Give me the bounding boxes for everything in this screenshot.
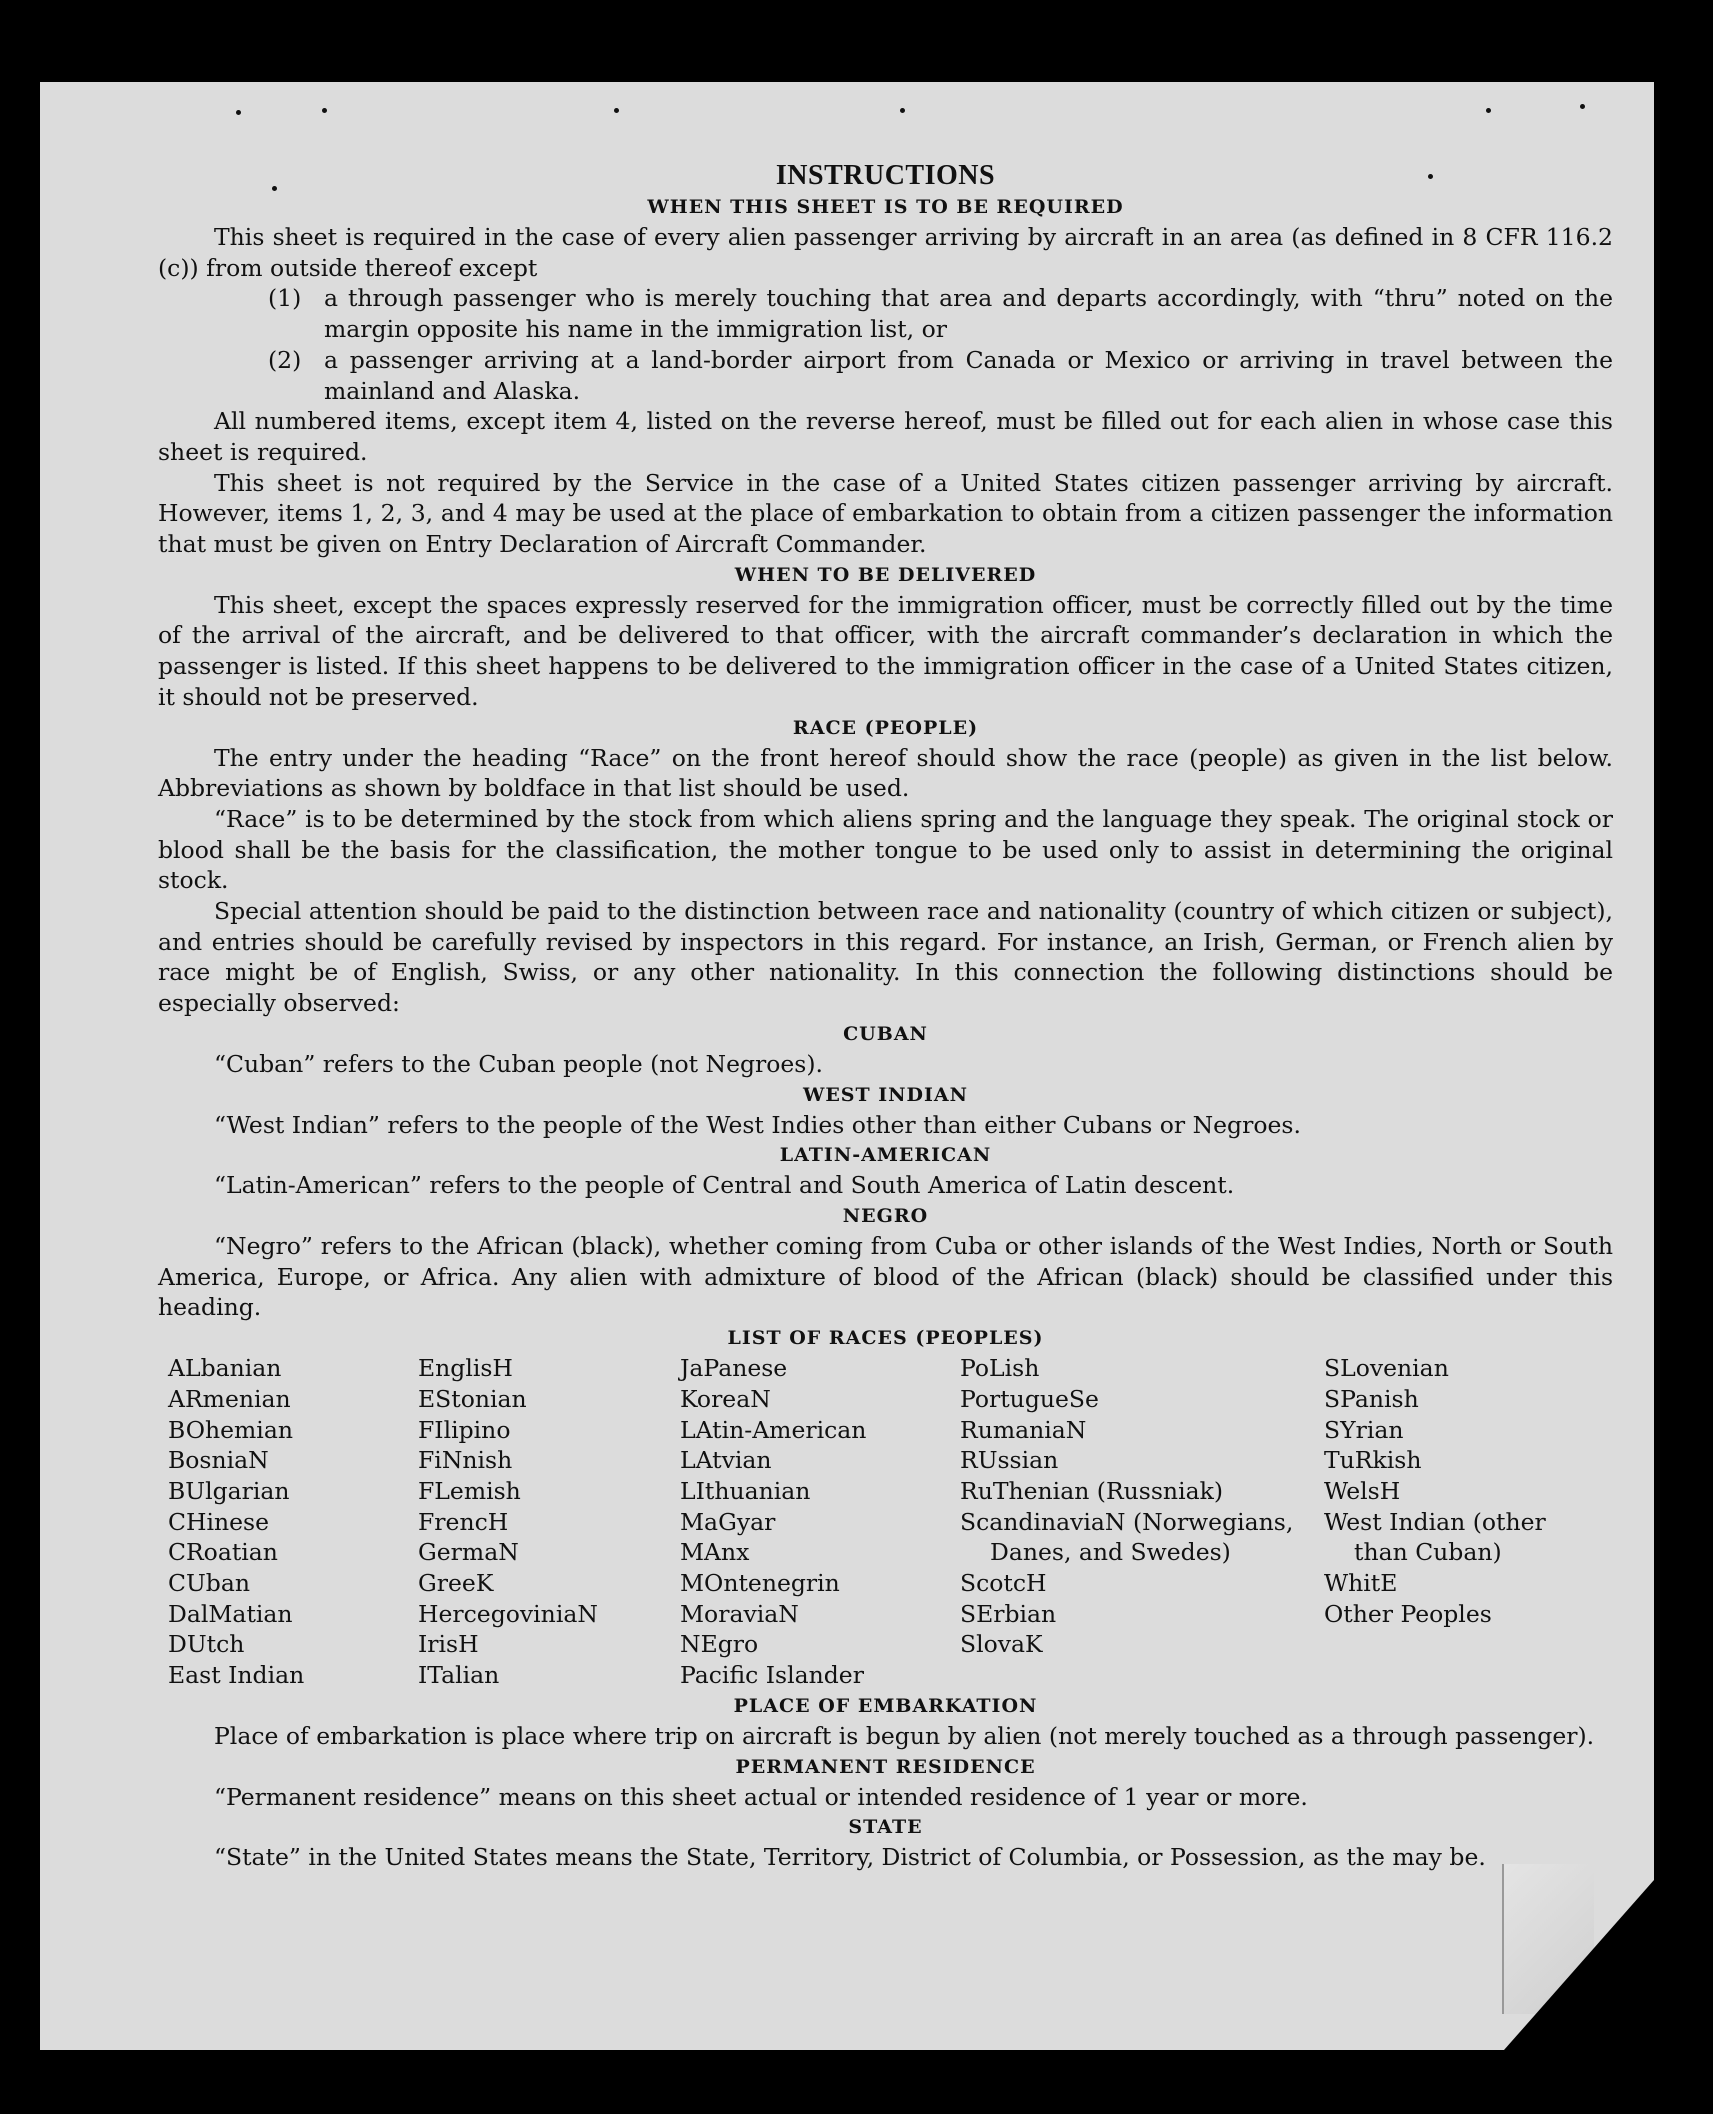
required-intro: This sheet is required in the case of every alien passenger arriving by aircraft in an area (as defined in 8 CFR 116.2 (c)) from outside thereof except xyxy=(158,223,1613,282)
document-sheet xyxy=(40,82,1654,2050)
race-entry: HercegoviniaN xyxy=(418,1599,598,1628)
section-heading-residence: PERMANENT RESIDENCE xyxy=(735,1755,1036,1778)
race-entry: ARmenian xyxy=(168,1384,291,1413)
punch-dot xyxy=(1580,104,1585,109)
race-entry: GermaN xyxy=(418,1538,519,1567)
race-entry: FrencH xyxy=(418,1507,509,1536)
punch-dot xyxy=(236,110,241,115)
race-entry: MaGyar xyxy=(680,1507,776,1536)
race-entry: ALbanian xyxy=(168,1354,282,1383)
race-entry: West Indian (other than Cuban) xyxy=(1324,1507,1546,1567)
section-heading-race: RACE (PEOPLE) xyxy=(792,716,979,739)
race-entry: MAnx xyxy=(680,1538,750,1567)
section-heading-cuban: CUBAN xyxy=(843,1022,928,1045)
race-entry: EStonian xyxy=(418,1384,527,1413)
west-indian-text: “West Indian” refers to the people of the West Indies other than either Cubans or Negroes. xyxy=(214,1110,1301,1139)
punch-dot xyxy=(1486,108,1491,113)
race-entry: SPanish xyxy=(1324,1384,1419,1413)
punch-dot xyxy=(900,108,905,113)
required-paragraph-2: All numbered items, except item 4, listed on the reverse hereof, must be filled out for each alien in whose case this sheet is required. xyxy=(158,407,1613,466)
state-text: “State” in the United States means the State, Territory, District of Columbia, or Possession, as the may be. xyxy=(214,1843,1486,1872)
race-entry: BosniaN xyxy=(168,1446,269,1475)
race-entry: PortugueSe xyxy=(960,1384,1099,1413)
item-text: a passenger arriving at a land-border airport from Canada or Mexico or arriving in travel between the mainland and Alaska. xyxy=(324,345,1613,405)
embarkation-text: Place of embarkation is place where trip on aircraft is begun by alien (not merely touched as a through passenger). xyxy=(214,1721,1595,1750)
race-entry: Pacific Islander xyxy=(680,1661,864,1690)
punch-dot xyxy=(322,108,327,113)
cuban-text: “Cuban” refers to the Cuban people (not Negroes). xyxy=(214,1049,824,1078)
section-heading-races-list: LIST OF RACES (PEOPLES) xyxy=(727,1327,1044,1350)
race-entry: BOhemian xyxy=(168,1415,293,1444)
item-text: a through passenger who is merely touching that area and departs accordingly, with “thru” noted on the margin opposite his name in the immigration list, or xyxy=(324,284,1613,344)
race-paragraph-3: Special attention should be paid to the distinction between race and nationality (country of which citizen or subject), and entries should be carefully revised by inspectors in this regard. For instance, an Irish, German, or French alien by race might be of English, Swiss, or any other nationality. In this connection the following distinctions should be especially observed: xyxy=(158,897,1613,1018)
race-entry: MOntenegrin xyxy=(680,1569,840,1598)
section-heading-state: STATE xyxy=(848,1816,923,1839)
races-column-2 xyxy=(418,1353,680,1691)
section-heading-delivered: WHEN TO BE DELIVERED xyxy=(734,563,1037,586)
race-entry: Other Peoples xyxy=(1324,1599,1492,1628)
race-entry: SYrian xyxy=(1324,1415,1404,1444)
exception-item-1 xyxy=(268,283,1613,344)
race-entry: SLovenian xyxy=(1324,1354,1449,1383)
race-entry: RuThenian (Russniak) xyxy=(960,1476,1223,1505)
section-heading-embarkation: PLACE OF EMBARKATION xyxy=(733,1694,1038,1717)
page-title: INSTRUCTIONS xyxy=(775,160,996,191)
item-number: (2) xyxy=(268,345,302,374)
race-entry: EnglisH xyxy=(418,1354,513,1383)
latin-american-text: “Latin-American” refers to the people of Central and South America of Latin descent. xyxy=(214,1171,1235,1200)
race-entry: FLemish xyxy=(418,1476,521,1505)
section-heading-latin-american: LATIN-AMERICAN xyxy=(779,1144,992,1167)
instructions-body xyxy=(158,160,1613,1873)
race-entry: ITalian xyxy=(418,1661,500,1690)
race-entry: PoLish xyxy=(960,1354,1040,1383)
race-entry: BUlgarian xyxy=(168,1476,290,1505)
residence-text: “Permanent residence” means on this sheet actual or intended residence of 1 year or more. xyxy=(214,1782,1308,1811)
race-entry: WelsH xyxy=(1324,1476,1401,1505)
race-paragraph-2: “Race” is to be determined by the stock from which aliens spring and the language they speak. The original stock or blood shall be the basis for the classification, the mother tongue to be used only to assist in determining the original stock. xyxy=(158,804,1613,895)
races-column-4 xyxy=(960,1353,1324,1691)
race-entry: IrisH xyxy=(418,1630,479,1659)
exception-item-2 xyxy=(268,345,1613,406)
race-entry: TuRkish xyxy=(1324,1446,1422,1475)
punch-dot xyxy=(614,108,619,113)
race-entry: SErbian xyxy=(960,1599,1057,1628)
section-heading-required: WHEN THIS SHEET IS TO BE REQUIRED xyxy=(647,196,1124,218)
race-entry: DUtch xyxy=(168,1630,245,1659)
race-entry: RumaniaN xyxy=(960,1415,1087,1444)
race-entry: KoreaN xyxy=(680,1384,771,1413)
race-entry: SlovaK xyxy=(960,1630,1043,1659)
race-entry: DalMatian xyxy=(168,1599,293,1628)
race-entry: FiNnish xyxy=(418,1446,513,1475)
race-entry: CHinese xyxy=(168,1507,269,1536)
race-entry: RUssian xyxy=(960,1446,1059,1475)
races-column-5 xyxy=(1324,1353,1584,1691)
corner-cutout xyxy=(1504,1880,1654,2050)
race-entry: GreeK xyxy=(418,1569,494,1598)
race-entry: CUban xyxy=(168,1569,250,1598)
race-entry: CRoatian xyxy=(168,1538,278,1567)
race-entry: MoraviaN xyxy=(680,1599,799,1628)
race-entry: JaPanese xyxy=(680,1354,788,1383)
races-column-1 xyxy=(168,1353,418,1691)
race-entry: ScandinaviaN (Norwegians, Danes, and Swedes) xyxy=(960,1507,1294,1567)
section-heading-west-indian: WEST INDIAN xyxy=(802,1083,969,1106)
races-column-3 xyxy=(680,1353,960,1691)
race-entry: LAtvian xyxy=(680,1446,772,1475)
race-entry: LIthuanian xyxy=(680,1476,811,1505)
delivered-text: This sheet, except the spaces expressly reserved for the immigration officer, must be correctly filled out by the time of the arrival of the aircraft, and be delivered to that officer, with the aircraft commander’s declaration in which the passenger is listed. If this sheet happens to be delivered to the immigration officer in the case of a United States citizen, it should not be preserved. xyxy=(158,590,1613,711)
race-entry: WhitE xyxy=(1324,1569,1398,1598)
section-heading-negro: NEGRO xyxy=(842,1204,929,1227)
race-entry: ScotcH xyxy=(960,1569,1047,1598)
races-list xyxy=(168,1353,1613,1691)
race-entry: LAtin-American xyxy=(680,1415,867,1444)
negro-text: “Negro” refers to the African (black), whether coming from Cuba or other islands of the West Indies, North or South America, Europe, or Africa. Any alien with admixture of blood of the African (black) should be classified under this heading. xyxy=(158,1231,1613,1322)
race-entry: FIlipino xyxy=(418,1415,511,1444)
race-paragraph-1: The entry under the heading “Race” on the front hereof should show the race (people) as given in the list below. Abbreviations as shown by boldface in that list should be used. xyxy=(158,743,1613,803)
race-entry: NEgro xyxy=(680,1630,759,1659)
item-number: (1) xyxy=(268,284,302,313)
race-entry: East Indian xyxy=(168,1661,305,1690)
required-paragraph-3: This sheet is not required by the Service in the case of a United States citizen passenger arriving by aircraft. However, items 1, 2, 3, and 4 may be used at the place of embarkation to obtain from a citizen passenger the information that must be given on Entry Declaration of Aircraft Commander. xyxy=(158,468,1613,559)
